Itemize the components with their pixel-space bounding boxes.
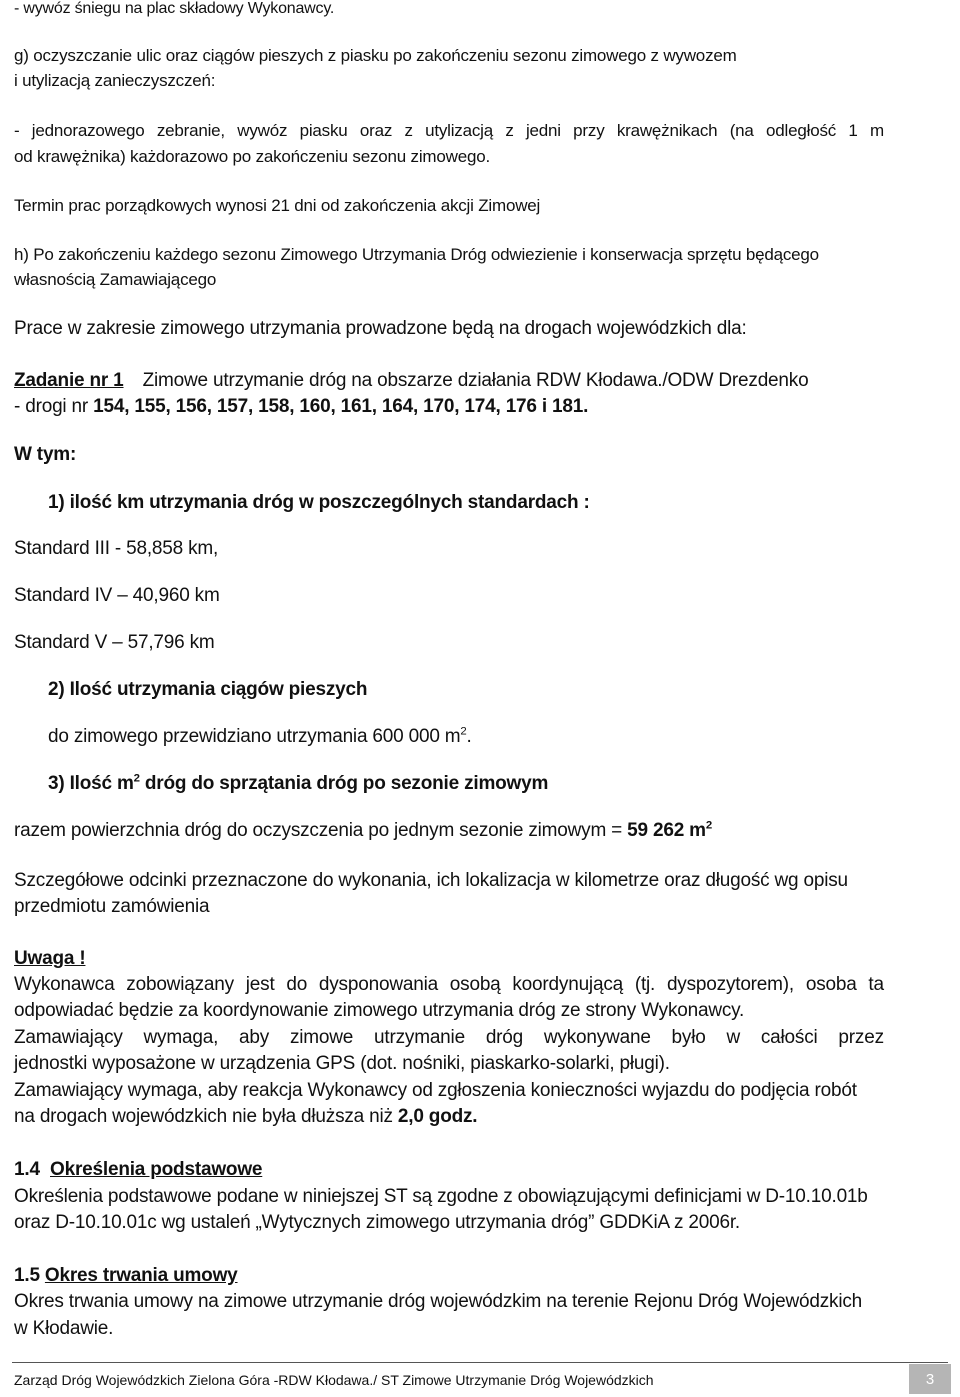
word: było — [671, 1027, 706, 1048]
szczegolowe-text: Szczegółowe odcinki przeznaczone do wykonania, ich lokalizacja w kilometrze oraz długość wg opisu — [14, 870, 848, 891]
word: aby — [239, 1027, 270, 1048]
standard-iv: Standard IV – 40,960 km — [14, 585, 220, 606]
item-2-text: do zimowego przewidziano utrzymania 600 000 m — [48, 726, 461, 747]
section-1-4-body-cont: oraz D-10.10.01c wg ustaleń „Wytycznych zimowego utrzymania dróg” GDDKiA z 2006r. — [14, 1212, 740, 1233]
uwaga-line-3 — [14, 1027, 884, 1049]
uwaga-line-5: Zamawiający wymaga, aby reakcja Wykonawcy od zgłoszenia konieczności wyjazdu do podjęcia robót — [14, 1080, 857, 1101]
paragraph-h: h) Po zakończeniu każdego sezonu Zimowego Utrzymania Dróg odwiezienie i konserwacja sprzętu będącego — [14, 245, 819, 264]
item-3-text: 3) Ilość m — [48, 773, 134, 794]
word: osobą — [449, 974, 501, 995]
word: dysponowania — [318, 974, 438, 995]
word: do — [286, 974, 308, 995]
section-number: 1.4 — [14, 1159, 40, 1180]
uwaga-heading: Uwaga ! — [14, 948, 86, 969]
word: wykonywane — [543, 1027, 651, 1048]
item-3 — [48, 773, 548, 795]
word: przez — [838, 1027, 884, 1048]
page-number: 3 — [925, 1370, 935, 1388]
footer-text: Zarząd Dróg Wojewódzkich Zielona Góra -RDW Kłodawa./ ST Zimowe Utrzymanie Dróg Wojewódzkich — [14, 1372, 654, 1388]
page-number-box — [909, 1364, 951, 1394]
uwaga-line-4: jednostki wyposażone w urządzenia GPS (dot. nośniki, piaskarko-solarki, pługi). — [14, 1053, 670, 1074]
footer-divider — [12, 1362, 948, 1363]
text-line: - wywóz śniegu na plac składowy Wykonawcy. — [14, 0, 335, 17]
word: ta — [868, 974, 884, 995]
word: osoba — [805, 974, 857, 995]
section-1-5-heading — [14, 1265, 238, 1287]
word: jest — [245, 974, 275, 995]
word: całości — [760, 1027, 818, 1048]
drogi-line — [14, 396, 588, 418]
drogi-prefix: - drogi nr — [14, 396, 94, 417]
word: Wykonawca — [14, 974, 115, 995]
word: (tj. — [634, 974, 656, 995]
word: odległość — [766, 121, 837, 140]
uwaga-line-6 — [14, 1106, 477, 1128]
word: oraz — [359, 121, 393, 140]
word: (na — [729, 121, 754, 140]
word: zebranie, — [156, 121, 225, 140]
section-1-5-body-cont: w Kłodawie. — [14, 1318, 114, 1339]
paragraph-g-body — [14, 121, 884, 141]
word: dróg — [485, 1027, 524, 1048]
uwaga-line-1 — [14, 974, 884, 996]
section-1-5-body: Okres trwania umowy na zimowe utrzymanie dróg wojewódzkim na terenie Rejonu Dróg Wojewódzkich — [14, 1291, 863, 1312]
word: zobowiązany — [126, 974, 234, 995]
section-title: Okres trwania umowy — [44, 1265, 238, 1286]
word: wywóz — [237, 121, 288, 140]
word: z — [505, 121, 514, 140]
paragraph-g-title: g) oczyszczanie ulic oraz ciągów pieszych z piasku po zakończeniu sezonu zimowego z wywozem — [14, 46, 737, 65]
razem-text: razem powierzchnia dróg do oczyszczenia po jednym sezonie zimowym = — [14, 820, 628, 841]
word: dyspozytorem), — [666, 974, 795, 995]
item-2-end: . — [466, 726, 472, 747]
szczegolowe-text-cont: przedmiotu zamówienia — [14, 896, 210, 917]
word: krawężnikach — [616, 121, 718, 140]
section-1-4-heading — [14, 1159, 262, 1181]
word: utrzymanie — [374, 1027, 465, 1048]
superscript: 2 — [133, 772, 140, 785]
paragraph-h-cont: własnością Zamawiającego — [14, 270, 217, 289]
razem-line — [14, 820, 712, 842]
word: 1 — [848, 121, 858, 140]
word: m — [869, 121, 884, 140]
word: zimowe — [289, 1027, 354, 1048]
paragraph-g-body-cont: od krawężnika) każdorazowo po zakończeniu sezonu zimowego. — [14, 147, 490, 166]
word: w — [726, 1027, 740, 1048]
item-1: 1) ilość km utrzymania dróg w poszczególnych standardach : — [48, 492, 590, 513]
razem-value: 59 262 m — [627, 820, 706, 841]
word: jedni — [525, 121, 561, 140]
zadanie-text: Zimowe utrzymanie dróg na obszarze działania RDW Kłodawa./ODW Drezdenko — [137, 370, 809, 391]
section-title: Określenia podstawowe — [50, 1159, 263, 1180]
word: Zamawiający — [14, 1027, 123, 1048]
word: przy — [573, 121, 605, 140]
superscript: 2 — [705, 819, 712, 832]
standard-v: Standard V – 57,796 km — [14, 632, 215, 653]
item-3-text-cont: dróg do sprzątania dróg po sezonie zimowym — [139, 773, 549, 794]
prace-heading: Prace w zakresie zimowego utrzymania prowadzone będą na drogach wojewódzkich dla: — [14, 318, 747, 339]
uwaga-line-6-text: na drogach wojewódzkich nie była dłuższa niż — [14, 1106, 398, 1127]
zadanie-line — [14, 370, 808, 392]
czas-reakcji: 2,0 godz. — [397, 1106, 478, 1127]
word: utylizacją — [425, 121, 493, 140]
word: koordynującą — [512, 974, 623, 995]
w-tym-label: W tym: — [14, 444, 77, 465]
section-number: 1.5 — [14, 1265, 40, 1286]
paragraph-g-title-cont: i utylizacją zanieczyszczeń: — [14, 71, 216, 90]
zadanie-label: Zadanie nr 1 — [14, 370, 124, 391]
word: - — [14, 121, 20, 140]
item-2-body — [48, 726, 472, 748]
word: piasku — [299, 121, 348, 140]
item-2: 2) Ilość utrzymania ciągów pieszych — [48, 679, 368, 700]
word: z — [404, 121, 413, 140]
superscript: 2 — [460, 725, 467, 738]
word: wymaga, — [143, 1027, 219, 1048]
section-1-4-body: Określenia podstawowe podane w niniejszej ST są zgodne z obowiązującymi definicjami w D-10.10.01b — [14, 1186, 868, 1207]
uwaga-line-2: odpowiadać będzie za koordynowanie zimowego utrzymania dróg ze strony Wykonawcy. — [14, 1000, 745, 1021]
standard-iii: Standard III - 58,858 km, — [14, 538, 219, 559]
drogi-list: 154, 155, 156, 157, 158, 160, 161, 164, 170, 174, 176 i 181. — [93, 396, 589, 417]
word: jednorazowego — [31, 121, 145, 140]
termin-text: Termin prac porządkowych wynosi 21 dni od zakończenia akcji Zimowej — [14, 196, 541, 215]
